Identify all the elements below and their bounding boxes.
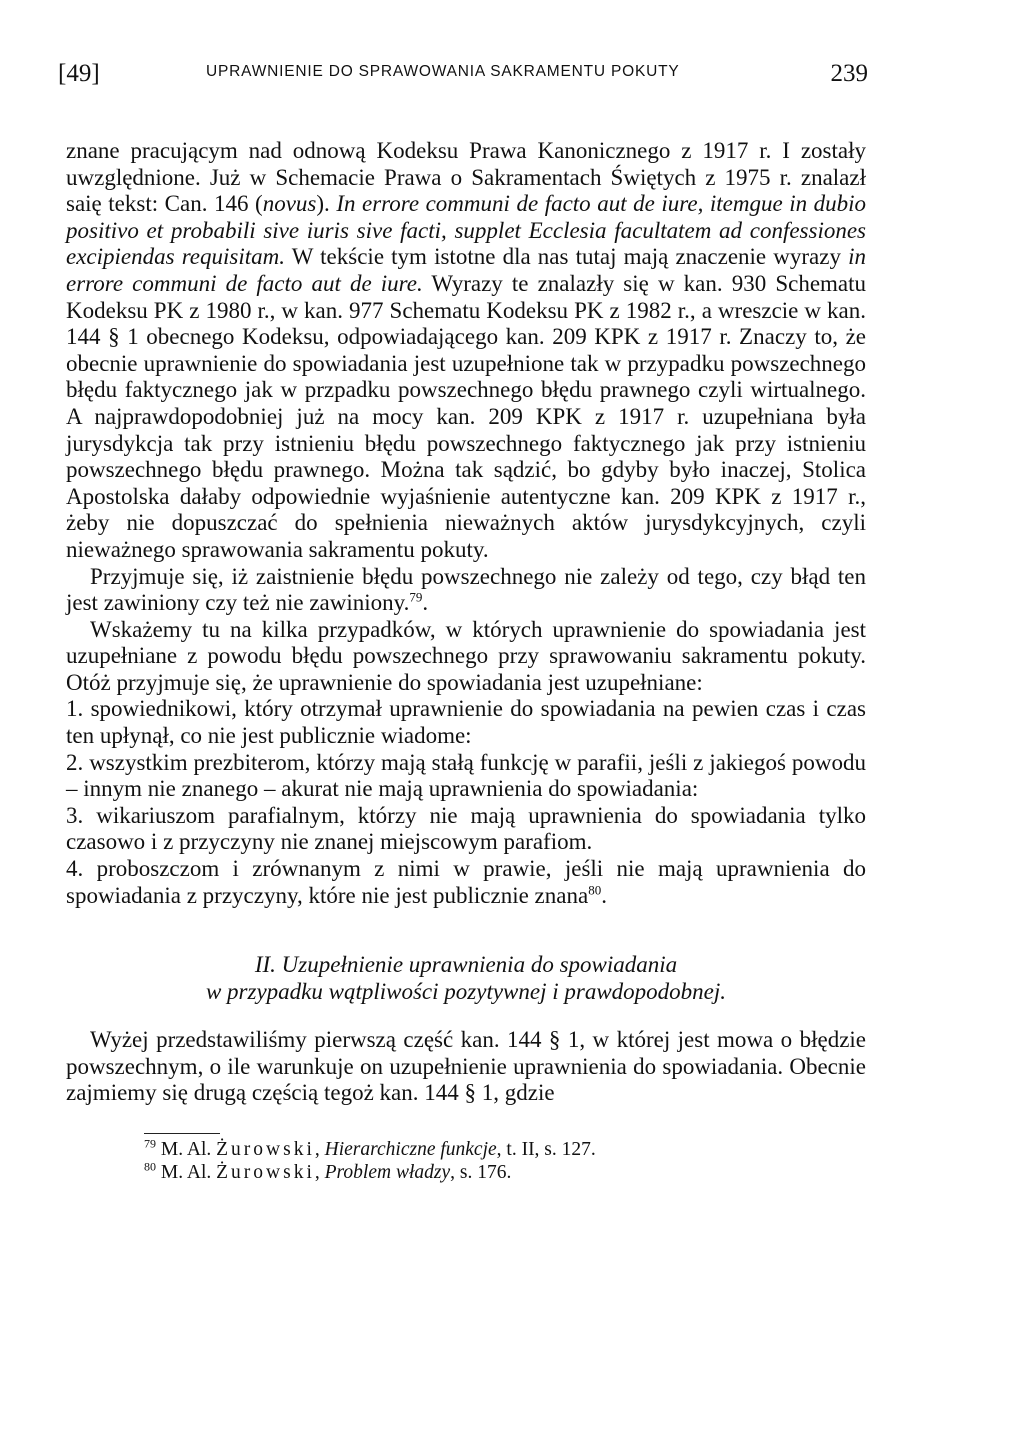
paragraph [66,564,866,617]
text-run: ). [316,191,337,217]
latin-text: in errore communi de facto aut de iure. [66,244,866,296]
text-run: 4. proboszczom i zrównanym z nimi w prawie, jeśli nie mają uprawnienia do spowiadania z przyczyny, które nie jest publicznie znana [66,856,866,908]
text-run: . [422,590,429,616]
text-run: . [601,882,607,908]
footnote-number: 79 [144,1136,156,1151]
text-run: Przyjmuje się, iż zaistnienie błędu powszechnego nie zależy od tego, czy błąd ten jest zawiniony czy też nie zawiniony. [66,563,866,616]
section-heading [66,951,866,1005]
text-run: W tekście tym istotne dla nas tutaj mają znaczenie wyrazy [285,244,849,270]
running-head [58,60,868,96]
text-run: Wskażemy tu na kilka przypadków, w których uprawnienie do spowiadania jest uzupełniane z powodu błędu powszechnego przy sprawowaniu sakramentu pokuty. Otóż przyjmuje się, że uprawnienie do spowiadania jest uzupełniane: [66,616,866,695]
text-run: 1. spowiednikowi, który otrzymał uprawnienie do spowiadania na pewien czas i czas ten upłynął, co nie jest publicznie wiadome: [66,696,866,749]
text-run: 3. wikariuszom parafialnym, którzy nie mają uprawnienia do spowiadania tylko czasowo i z przyczyny nie znanej miejscowym parafiom. [66,802,866,855]
paragraph: Wyżej przedstawiliśmy pierwszą część kan. 144 § 1, w której jest mowa o błędzie powszechnym, o ile warunkuje on uzupełnienie uprawnienia do spowiadania. Obecnie zajmiemy się drugą częścią tegoż kan. 144 § 1, gdzie [66,1027,866,1106]
footnote-separator: , [314,1139,325,1160]
footnote [144,1161,866,1184]
footnote-author: Żurowski [216,1162,315,1183]
footnote-author-initials: M. Al. [160,1139,217,1160]
footnote-author: Żurowski [216,1139,315,1160]
section-heading-line-2: w przypadku wątpliwości pozytywnej i prawdopodobnej. [205,979,727,1005]
footnote-author-initials: M. Al. [160,1162,217,1183]
footnote-separator: , [314,1162,325,1183]
list-item [66,750,866,803]
body-text [66,138,866,909]
footnote-locator: , s. 176. [450,1162,512,1183]
list-item [66,856,866,909]
footnote-ref: 79 [409,589,423,605]
text-run: Wyrazy te znalazły się w kan. 930 Schematu Kodeksu PK z 1980 r., w kan. 977 Schematu Kodeksu PK z 1982 r., a wreszcie w kan. 144 § 1 obecnego Kodeksu, odpowiadającego kan. 209 KPK z 1917 r. Znaczy to, że obecnie uprawnienie do spowiadania jest uzupełnione tak w przypadku powszechnego błędu faktycznego jak w przpadku powszechnego błędu prawnego czyli wirtualnego. A najprawdopodobniej już na mocy kan. 209 KPK z 1917 r. uzupełniana była jurysdykcja tak przy istnieniu błędu powszechnego faktycznego jak przy istnieniu powszechnego błędu prawnego. Można tak sądzić, bo gdyby było inaczej, Stolica Apostolska dałaby odpowiednie wyjaśnienie autentyczne kan. 209 KPK z 1917 r., żeby nie dopuszczać do spełnienia nieważnych aktów jurysdykcyjnych, czyli nieważnego sprawowania sakramentu pokuty. [66,270,867,562]
latin-text: In errore communi de facto aut de iure, itemgue in dubio positivo et probabili sive iuris sive facti, supplet Ecclesia facultatem ad confessiones excipiendas requisitam. [66,191,867,270]
footnote-ref: 80 [588,881,602,897]
section-number: [49] [58,60,100,87]
list-item [66,803,866,856]
page [58,60,868,1184]
page-number: 239 [830,60,868,87]
footnotes [144,1138,866,1184]
list-item [66,696,866,749]
latin-text: novus [262,191,317,217]
footnote-locator: , t. II, s. 127. [496,1139,596,1160]
paragraph [66,617,866,697]
text-run: 2. wszystkim prezbiterom, którzy mają stałą funkcję w parafii, jeśli z jakiegoś powodu – innym nie znanego – akurat nie mają uprawnienia do spowiadania: [66,749,866,802]
footnote-title: Problem władzy [324,1162,451,1183]
footnote-rule [144,1133,220,1134]
footnote [144,1138,866,1161]
footnote-number: 80 [144,1159,156,1174]
paragraph-after-heading [66,1027,866,1107]
text-run: znane pracującym nad odnową Kodeksu Prawa Kanonicznego z 1917 r. I zostały uwzględnione. Już w Schemacie Prawa o Sakramentach Świętych z 1975 r. znalazł saię tekst: Can. 146 ( [66,138,866,217]
footnote-title: Hierarchiczne funkcje [324,1139,497,1160]
paragraph [66,138,866,564]
running-title: UPRAWNIENIE DO SPRAWOWANIA SAKRAMENTU POKUTY [206,63,680,80]
section-heading-line-1: II. Uzupełnienie uprawnienia do spowiadania [254,952,678,978]
